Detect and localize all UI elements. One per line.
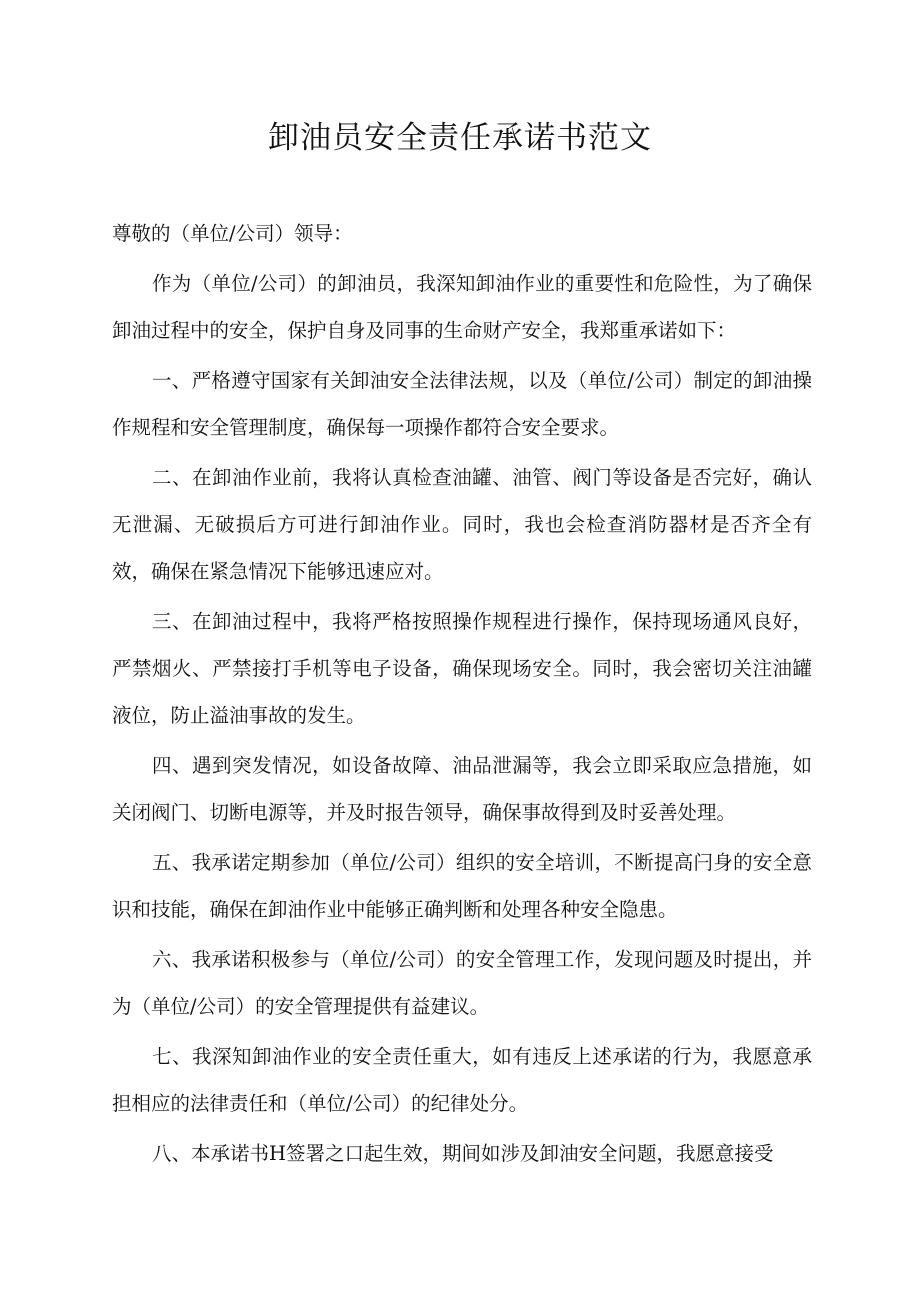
paragraph-item-7: 七、我深知卸油作业的安全责任重大，如有违反上述承诺的行为，我愿意承担相应的法律责任和（单位/公司）的纪律处分。: [112, 1045, 812, 1115]
paragraph-item-5: 五、我承诺定期参加（单位/公司）组织的安全培训，不断提高闩身的安全意识和技能，确保在卸油作业中能够正确判断和处理各种安全隐患。: [112, 851, 812, 921]
paragraph-item-6: 六、我承诺积极参与（单位/公司）的安全管理工作，发现问题及时提出，并为（单位/公司）的安全管理提供有益建议。: [112, 948, 812, 1018]
paragraph-intro: 作为（单位/公司）的卸油员，我深知卸油作业的重要性和危险性，为了确保卸油过程中的安全，保护自身及同事的生命财产安全，我郑重承诺如下：: [112, 272, 812, 342]
paragraph-item-2: 二、在卸油作业前，我将认真检查油罐、油管、阀门等设备是否完好，确认无泄漏、无破损后方可进行卸油作业。同时，我也会检查消防器材是否齐全有效，确保在紧急情况下能够迅速应对。: [112, 466, 812, 583]
paragraph-item-8: 八、本承诺书H签署之口起生效，期间如涉及卸油安全问题，我愿意接受: [152, 1142, 774, 1165]
document-title: 卸油员安全责任承诺书范文: [268, 120, 652, 156]
document-body: [112, 210, 812, 1177]
paragraph-item-4: 四、遇到突发情况，如设备故障、油品泄漏等，我会立即采取应急措施，如关闭阀门、切断电源等，并及时报告领导，确保事故得到及时妥善处理。: [112, 754, 812, 824]
salutation: 尊敬的（单位/公司）领导：: [112, 222, 353, 245]
paragraph-item-1: 一、严格遵守国家有关卸油安全法律法规，以及（单位/公司）制定的卸油操作规程和安全管理制度，确保每一项操作都符合安全要求。: [112, 369, 812, 439]
paragraph-item-3: 三、在卸油过程中，我将严格按照操作规程进行操作，保持现场通风良好，严禁烟火、严禁接打手机等电子设备，确保现场安全。同时，我会密切关注油罐液位，防止溢油事故的发生。: [112, 610, 812, 727]
